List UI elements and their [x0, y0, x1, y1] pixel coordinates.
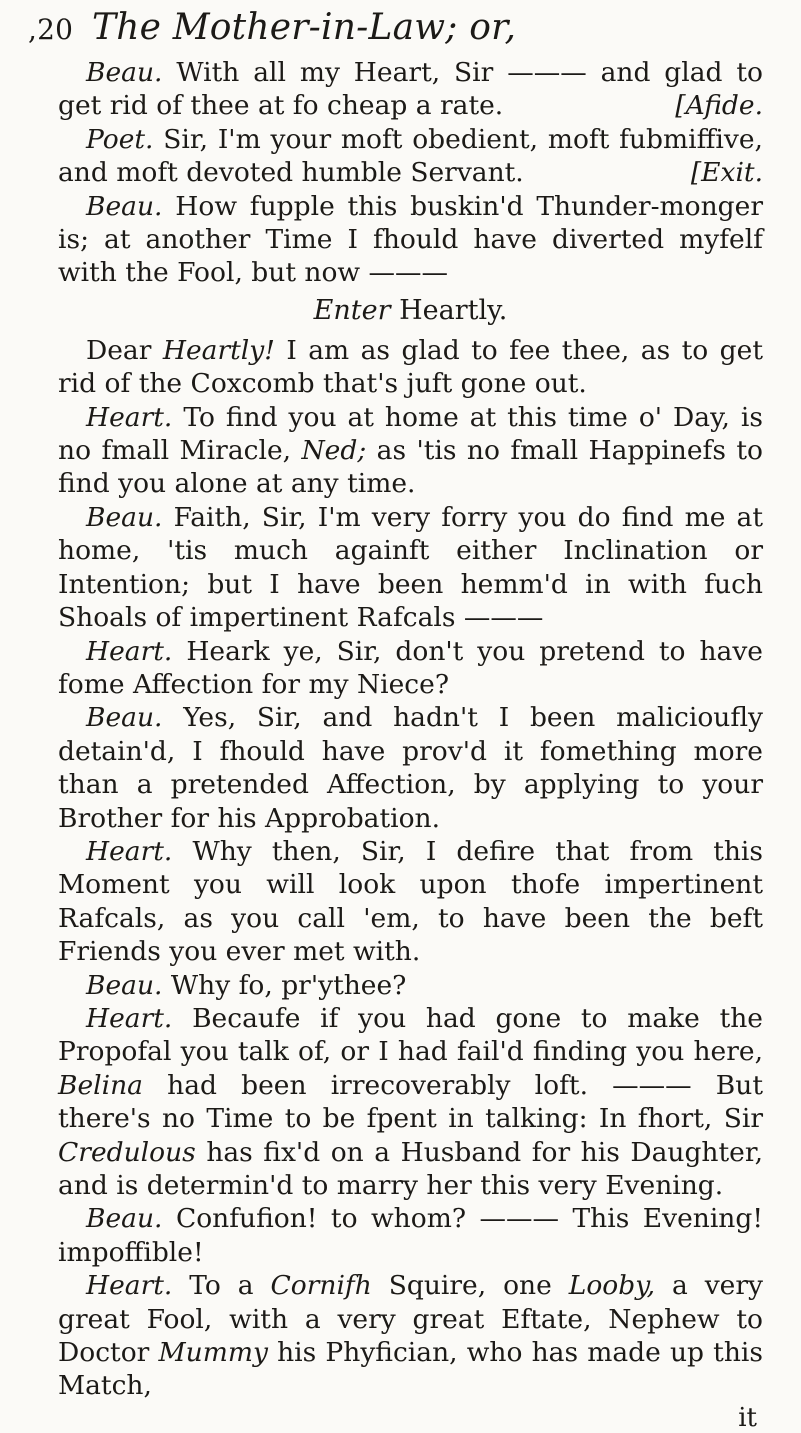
- stage-entrance-word: Enter: [313, 294, 391, 326]
- speech-text: Why then, Sir, I defire that from this Moment you will look upon thofe impertinent Rafcals, as you call 'em, to have been the beft Friends you ever met with.: [58, 835, 763, 968]
- speech-text: his Phyfician, who has made up this Match,: [58, 1337, 763, 1402]
- speech-poet-1: [58, 123, 763, 190]
- speech-text: How fupple this buskin'd Thunder-monger is; at another Time I fhould have diverted myfelf with the Fool, but now ———: [58, 190, 763, 289]
- character-name: Looby,: [568, 1270, 656, 1302]
- speaker-name: Beau.: [86, 969, 163, 1001]
- speaker-name: Heart.: [86, 1002, 173, 1034]
- speech-lead: Dear: [86, 334, 152, 366]
- catchword: it: [738, 1402, 757, 1433]
- speech-beau-5: [58, 701, 763, 835]
- speech-text: Becaufe if you had gone to make the Propofal you talk of, or I had fail'd finding you here,: [58, 1002, 763, 1068]
- speaker-name: Beau.: [86, 190, 163, 222]
- speech-text: With all my Heart, Sir ——— and glad to get rid of thee at fo cheap a rate.: [58, 57, 763, 122]
- speech-text: a very great Fool, with a very great Eftate, Nephew to Doctor: [58, 1270, 764, 1369]
- speech-heart-3: [58, 835, 763, 969]
- character-name: Belina: [58, 1069, 143, 1101]
- speech-text: as 'tis no fmall Happinefs to find you alone at any time.: [58, 435, 763, 500]
- speech-beau-3: [58, 334, 763, 401]
- stage-direction: [Afide.: [675, 90, 763, 122]
- speaker-name: Heart.: [86, 1270, 173, 1302]
- speaker-name: Heart.: [86, 401, 173, 433]
- speech-text: Yes, Sir, and hadn't I been malicioufly detain'd, I fhould have prov'd it fomething more than a pretended Affection, by applying to your Brother for his Approbation.: [58, 702, 763, 834]
- speech-text: Heark ye, Sir, don't you pretend to have fome Affection for my Niece?: [58, 635, 763, 700]
- speech-text: I am as glad to fee thee, as to get rid of the Coxcomb that's juft gone out.: [58, 334, 763, 400]
- speech-text: Squire, one: [388, 1270, 552, 1302]
- character-name: Credulous: [58, 1136, 196, 1168]
- speech-beau-2: [58, 190, 763, 290]
- speech-beau-1: [58, 56, 763, 123]
- running-title: The Mother-in-Law; or,: [92, 7, 517, 48]
- speaker-name: Heart.: [86, 635, 173, 667]
- speech-text: had been irrecoverably loft. ——— But there's no Time to be fpent in talking: In fhort, Sir: [58, 1069, 763, 1135]
- stage-direction: [Exit.: [690, 157, 763, 189]
- speech-heart-4: [58, 1002, 763, 1202]
- page-number: ,20: [28, 13, 74, 46]
- stage-entrance-name: Heartly.: [399, 294, 508, 326]
- speech-text: Faith, Sir, I'm very forry you do find me at home, 'tis much againft either Inclination or Intention; but I have been hemm'd in with fuch Shoals of impertinent Rafcals ———: [58, 501, 763, 634]
- speech-heart-5: [58, 1269, 763, 1403]
- speech-text: has fix'd on a Husband for his Daughter, and is determin'd to marry her this very Evening.: [58, 1136, 763, 1201]
- addressee-name: Ned;: [301, 435, 367, 467]
- speech-heart-1: [58, 401, 763, 501]
- stage-entrance: [58, 294, 763, 328]
- character-name: Mummy: [158, 1337, 268, 1369]
- speech-text: To a: [189, 1270, 254, 1302]
- addressee-name: Heartly!: [162, 334, 275, 366]
- speaker-name: Beau.: [86, 1203, 163, 1235]
- page-header: [28, 6, 763, 56]
- speech-beau-7: [58, 1202, 763, 1269]
- speech-text: Confufion! to whom? ——— This Evening! impoffible!: [58, 1203, 763, 1268]
- speaker-name: Beau.: [86, 501, 163, 533]
- speech-text: Sir, I'm your moft obedient, moft fubmiffive, and moft devoted humble Servant.: [58, 123, 763, 189]
- place-name: Cornifh: [270, 1270, 372, 1302]
- speech-beau-6: [58, 969, 763, 1002]
- speech-text: Why fo, pr'ythee?: [170, 969, 407, 1001]
- speaker-name: Poet.: [86, 123, 154, 155]
- speaker-name: Beau.: [86, 57, 163, 88]
- page-body: [58, 56, 763, 1433]
- speech-beau-4: [58, 501, 763, 635]
- speaker-name: Heart.: [86, 835, 173, 867]
- speech-text: To find you at home at this time o' Day, is no fmall Miracle,: [58, 401, 763, 467]
- speaker-name: Beau.: [86, 702, 163, 734]
- speech-heart-2: [58, 635, 763, 702]
